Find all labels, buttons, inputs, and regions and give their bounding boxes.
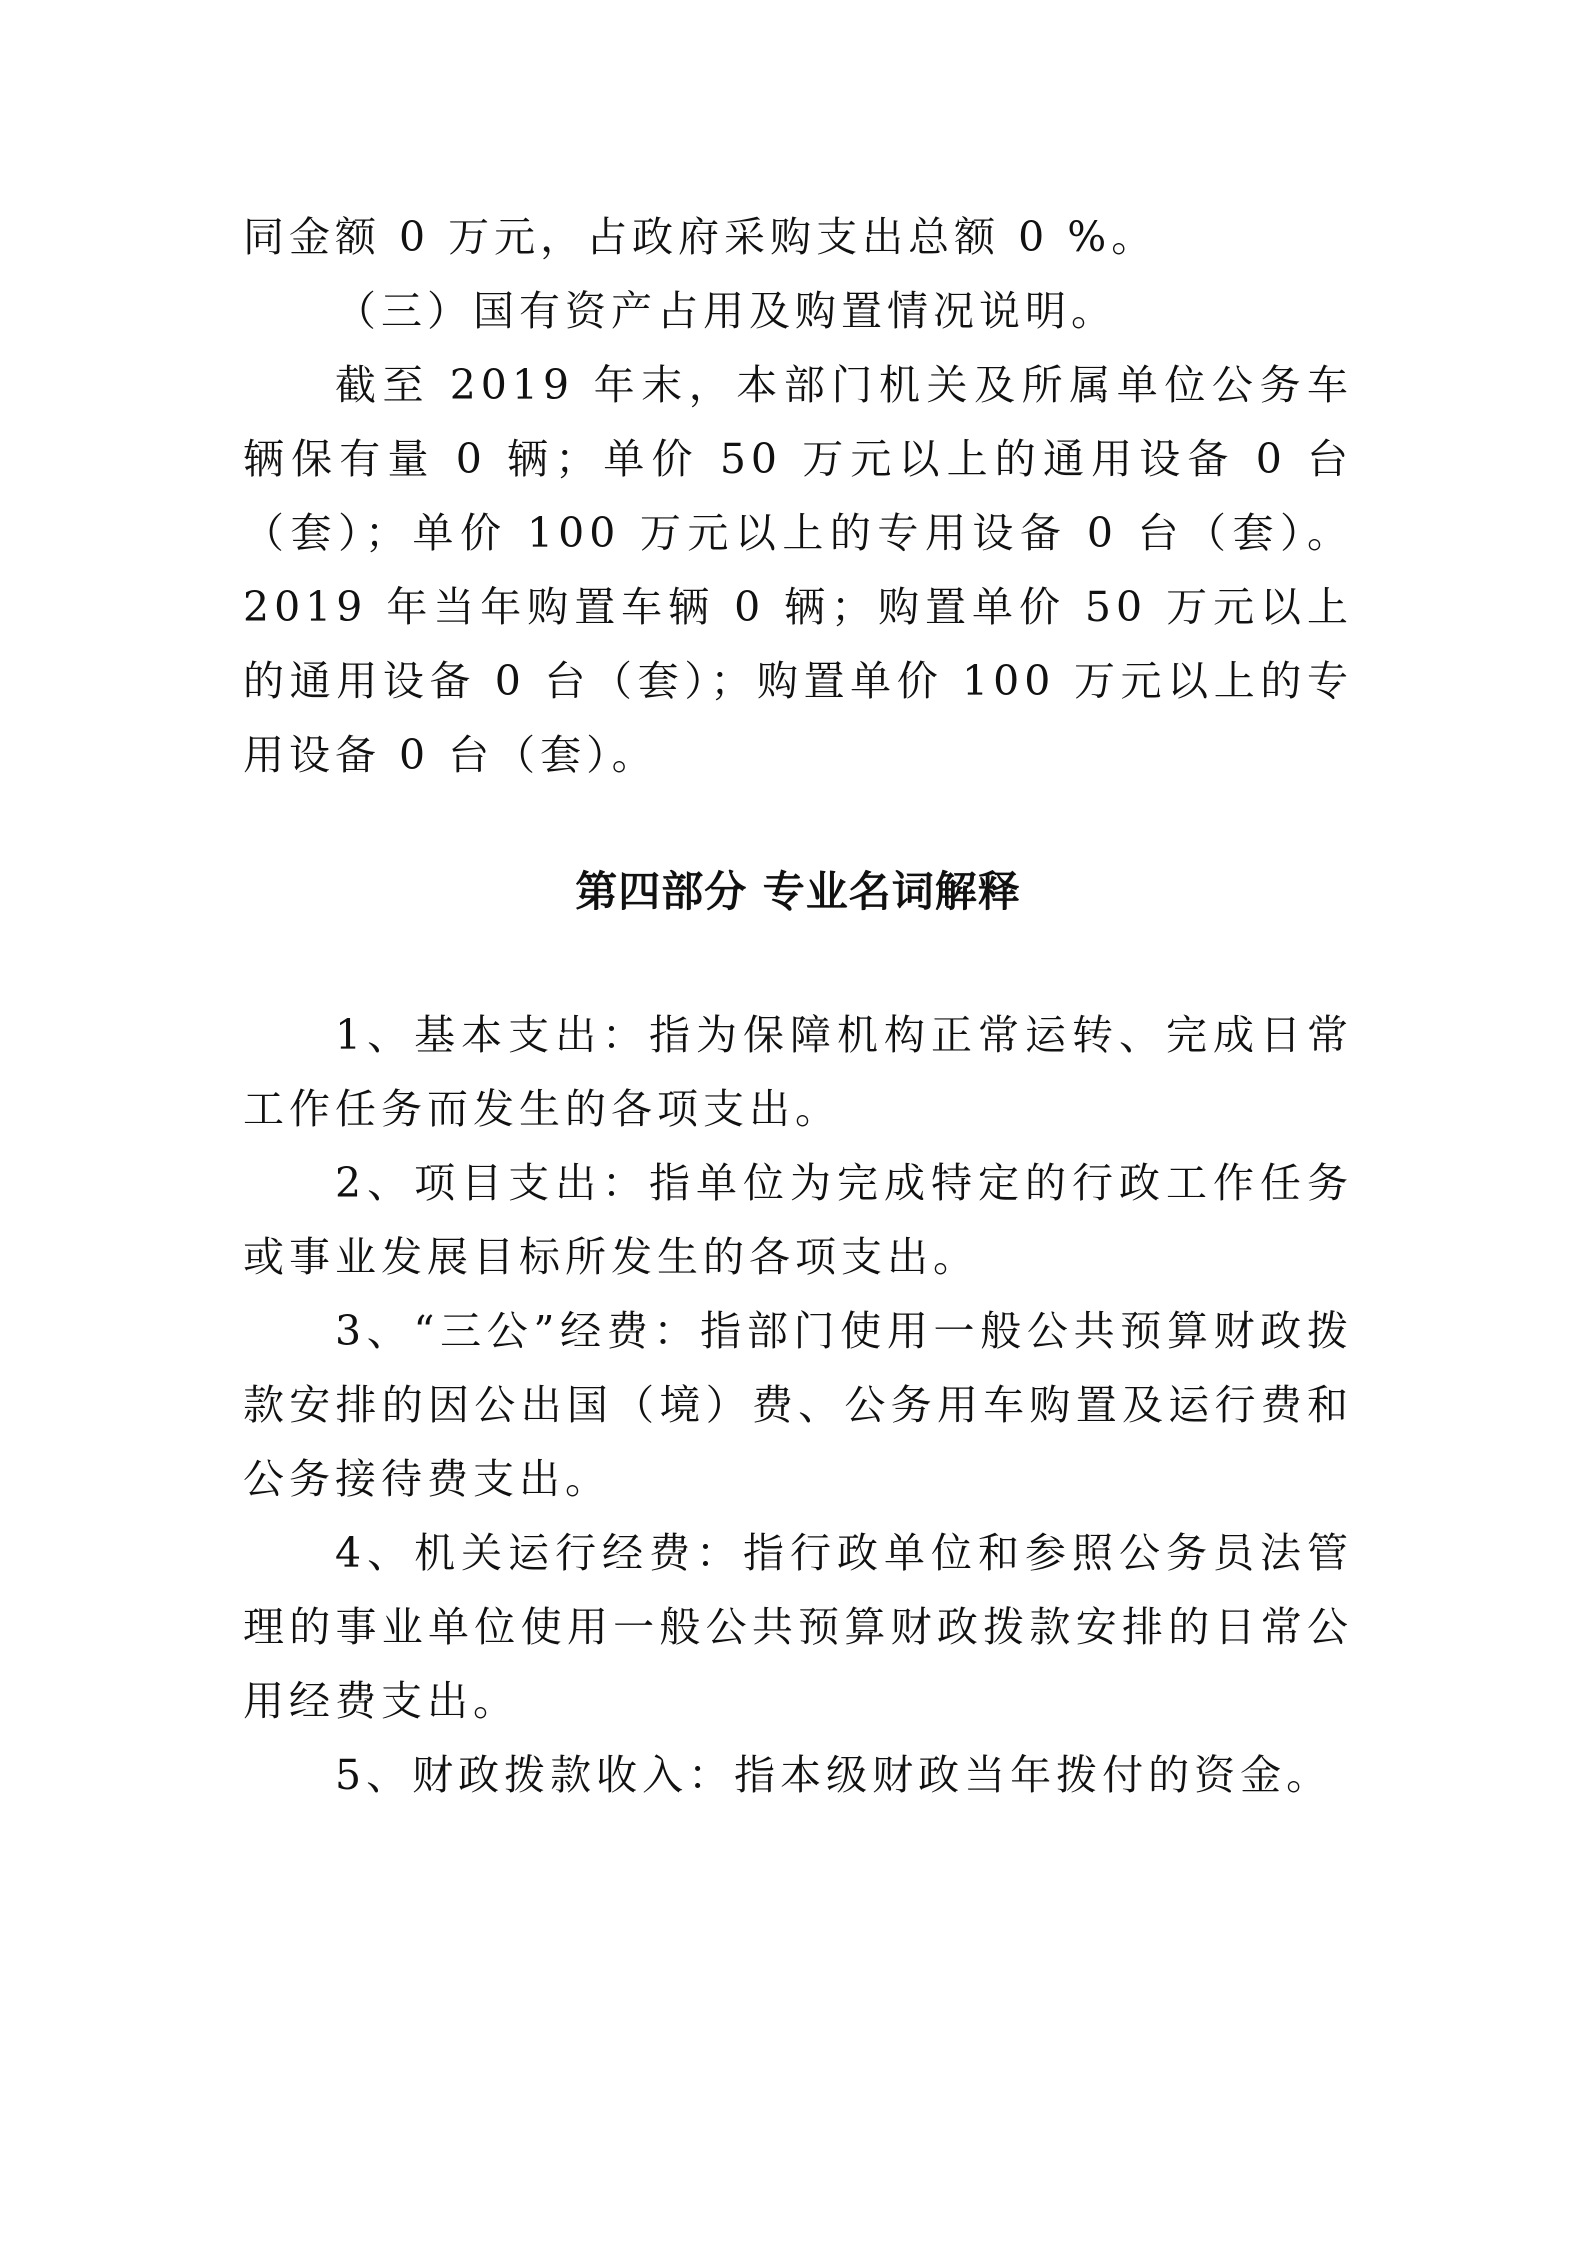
paragraph-procurement-continued: 同金额 0 万元，占政府采购支出总额 0 %。 <box>243 213 1158 261</box>
heading-assets-subsection: （三）国有资产占用及购置情况说明。 <box>335 287 1117 335</box>
definition-project-expenditure: 2、项目支出：指单位为完成特定的行政工作任务或事业发展目标所发生的各项支出。 <box>243 1159 1353 1281</box>
paragraph-assets-description: 截至 2019 年末，本部门机关及所属单位公务车辆保有量 0 辆；单价 50 万元以上的通用设备 0 台（套）；单价 100 万元以上的专用设备 0 台（套）。2019 年当年购置车辆 0 辆；购置单价 50 万元以上的通用设备 0 台（套）；购置单价 100 万元以上的专用设备 0 台（套）。 <box>243 361 1353 779</box>
definition-basic-expenditure: 1、基本支出：指为保障机构正常运转、完成日常工作任务而发生的各项支出。 <box>243 1011 1353 1133</box>
document-body <box>243 200 1353 1812</box>
definition-three-public-funds: 3、“三公”经费：指部门使用一般公共预算财政拨款安排的因公出国（境）费、公务用车购置及运行费和公务接待费支出。 <box>243 1307 1353 1503</box>
section-title: 第四部分 专业名词解释 <box>575 867 1021 916</box>
definition-operating-funds: 4、机关运行经费：指行政单位和参照公务员法管理的事业单位使用一般公共预算财政拨款安排的日常公用经费支出。 <box>243 1529 1353 1725</box>
definition-fiscal-appropriation-income: 5、财政拨款收入：指本级财政当年拨付的资金。 <box>335 1751 1333 1799</box>
